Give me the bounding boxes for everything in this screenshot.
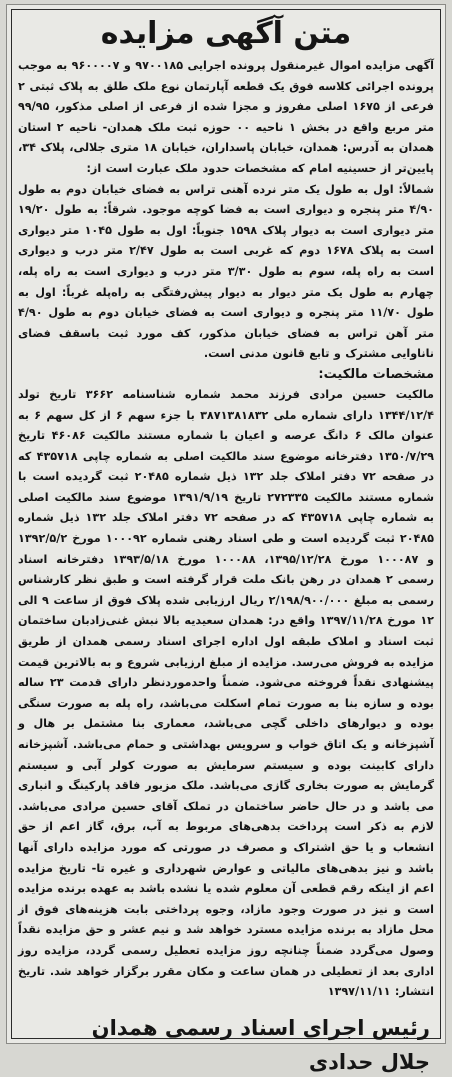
newspaper-clipping <box>6 4 446 1074</box>
property-boundaries: شمالاً: اول به طول یک متر نرده آهنی تراس به فضای خیابان دوم به طول ۴/۹۰ متر پنجره و دیواری است به فضا کوچه موجود. شرقاً: به طول ۱۹/۲۰ متر دیواری است به دیوار پلاک ۱۵۹۸ جنوباً: اول به طول ۱۰۴۵ متر دیواری است به پلاک ۱۶۷۸ دوم که غربی است به طول ۲/۴۷ متر درب و دیواری است به راه پله، سوم به طول ۳/۳۰ متر درب و دیواری است به راه پله، چهارم به طول یک متر دیوار به دیوار پیش‌رفتگی به راه‌پله غرباً: اول به طول ۱۱/۷۰ متر پنجره و دیواری است به فضای خیابان دوم به طول ۴/۹۰ متر آهن تراس به فضای خیابان مذکور، کف مورد ثبت باسقف فضای ناناوایی مشترک و تابع قانون مدنی است. <box>18 182 435 361</box>
notice-title: متن آگهی مزایده <box>100 16 352 51</box>
notice-frame <box>11 9 441 1074</box>
ownership-details: مالکیت حسین مرادی فرزند محمد شماره شناسنامه ۳۶۶۲ تاریخ تولد ۱۳۴۴/۱۲/۴ دارای شماره ملی ۳۸۷۱۳۸۱۸۳۲ با جزء سهم ۶ از کل سهم ۶ به عنوان مالک ۶ دانگ عرصه و اعیان با شماره مستند مالکیت ۴۶۰۸۶ تاریخ ۱۳۵۰/۷/۲۹ دفترخانه موضوع سند مالکیت اصلی به شماره چاپی ۴۳۵۷۱۸ که در صفحه ۷۲ دفتر املاک جلد ۱۳۲ ذیل شماره ۲۰۴۸۵ ثبت گردیده است با شماره مستند مالکیت ۲۷۲۳۳۵ تاریخ ۱۳۹۱/۹/۱۹ موضوع سند مالکیت اصلی به شماره چاپی ۴۳۵۷۱۸ که در صفحه ۷۲ دفتر املاک جلد ۱۳۲ ذیل شماره ۲۰۴۸۵ ثبت گردیده است و طی اسناد رهنی شماره ۱۰۰۰۹۲ مورخ ۱۳۹۲/۵/۲ و ۱۰۰۰۸۷ مورخ ۱۳۹۵/۱۲/۲۸، ۱۰۰۰۸۸ مورخ ۱۳۹۳/۵/۱۸ دفترخانه اسناد رسمی ۲ همدان در رهن بانک ملت قرار گرفته است و طبق نظر کارشناس رسمی به مبلغ ۲/۱۹۸/۹۰۰/۰۰۰ ریال ارزیابی شده پلاک فوق از ساعت ۹ الی ۱۲ مورخ ۱۳۹۷/۱۱/۲۸ واقع در: همدان سعیدیه بالا نبش غنی‌زادبان ساختمان ثبت اسناد و املاک طبقه اول اداره اجرای اسناد رسمی همدان از طریق مزایده به فروش می‌رسد. مزایده از مبلغ ارزیابی شروع و به بالاترین قیمت پیشنهادی نقداً فروخته می‌شود. ضمناً واحدموردنظر دارای قدمت ۲۳ ساله بوده و سازه بنا به صورت تمام اسکلت می‌باشد، راه پله به صورت سنگی بوده و دیوارهای داخلی گچی می‌باشد، معماری بنا مشتمل بر هال و آشپزخانه و یک اتاق خواب و سرویس بهداشتی و حمام می‌باشد. آشپزخانه دارای کابینت بوده و سیستم سرمایش به صورت کولر آبی و سیستم گرمایش به صورت بخاری گازی می‌باشد. ملک مزبور فاقد پارکینگ و انباری می باشد و در حال حاضر ساختمان در تملک آقای حسین مرادی می‌باشد. لازم به ذکر است پرداخت بدهی‌های مربوط به آب، برق، گاز اعم از حق انشعاب و یا حق اشتراک و مصرف در صورتی که مورد مزایده دارای آنها باشد و نیز بدهی‌های مالیاتی و عوارض شهرداری و غیره تا- تاریخ مزایده اعم از اینکه رقم قطعی آن معلوم شده یا نشده باشد به عهده برنده مزایده است و نیز در صورت وجود مازاد، وجوه پرداختی بابت هزینه‌های فوق از محل مازاد به برنده مزایده مسترد خواهد شد و نیم عشر و حق مزایده نقداً وصول می‌گردد ضمناً چنانچه روز مزایده تعطیل رسمی گردد، مزایده روز اداری بعد از تعطیلی در همان ساعت و مکان مقرر برگزار خواهد شد. تاریخ انتشار: ۱۳۹۷/۱۱/۱۱ <box>18 387 435 999</box>
ownership-heading: مشخصات مالکیت: <box>318 366 434 382</box>
signature-title: رئیس اجرای اسناد رسمی همدان <box>91 1015 430 1040</box>
signature-name: جلال حدادی <box>308 1049 430 1074</box>
notice-intro: آگهی مزایده اموال غیرمنقول پرونده اجرایی ۹۷۰۰۱۸۵ و ۹۶۰۰۰۰۷ به موجب پرونده اجرائی کلاسه فوق یک قطعه آپارتمان نوع ملک طلق به پلاک ثبتی ۲ فرعی از ۱۶۷۵ اصلی مفروز و مجزا شده از فرعی از اصلی مذکور، ۹۹/۹۵ متر مربع واقع در بخش ۱ ناحیه ۰۰ حوزه ثبت ملک همدان- ناحیه ۲ استان همدان به آدرس: همدان، خیابان پاسداران، خیابان ۱۸ متری جلالی، پلاک ۳۴، پایین‌تر از حسینیه امام که مشخصات حدود ملک عبارت است از: <box>18 59 434 175</box>
